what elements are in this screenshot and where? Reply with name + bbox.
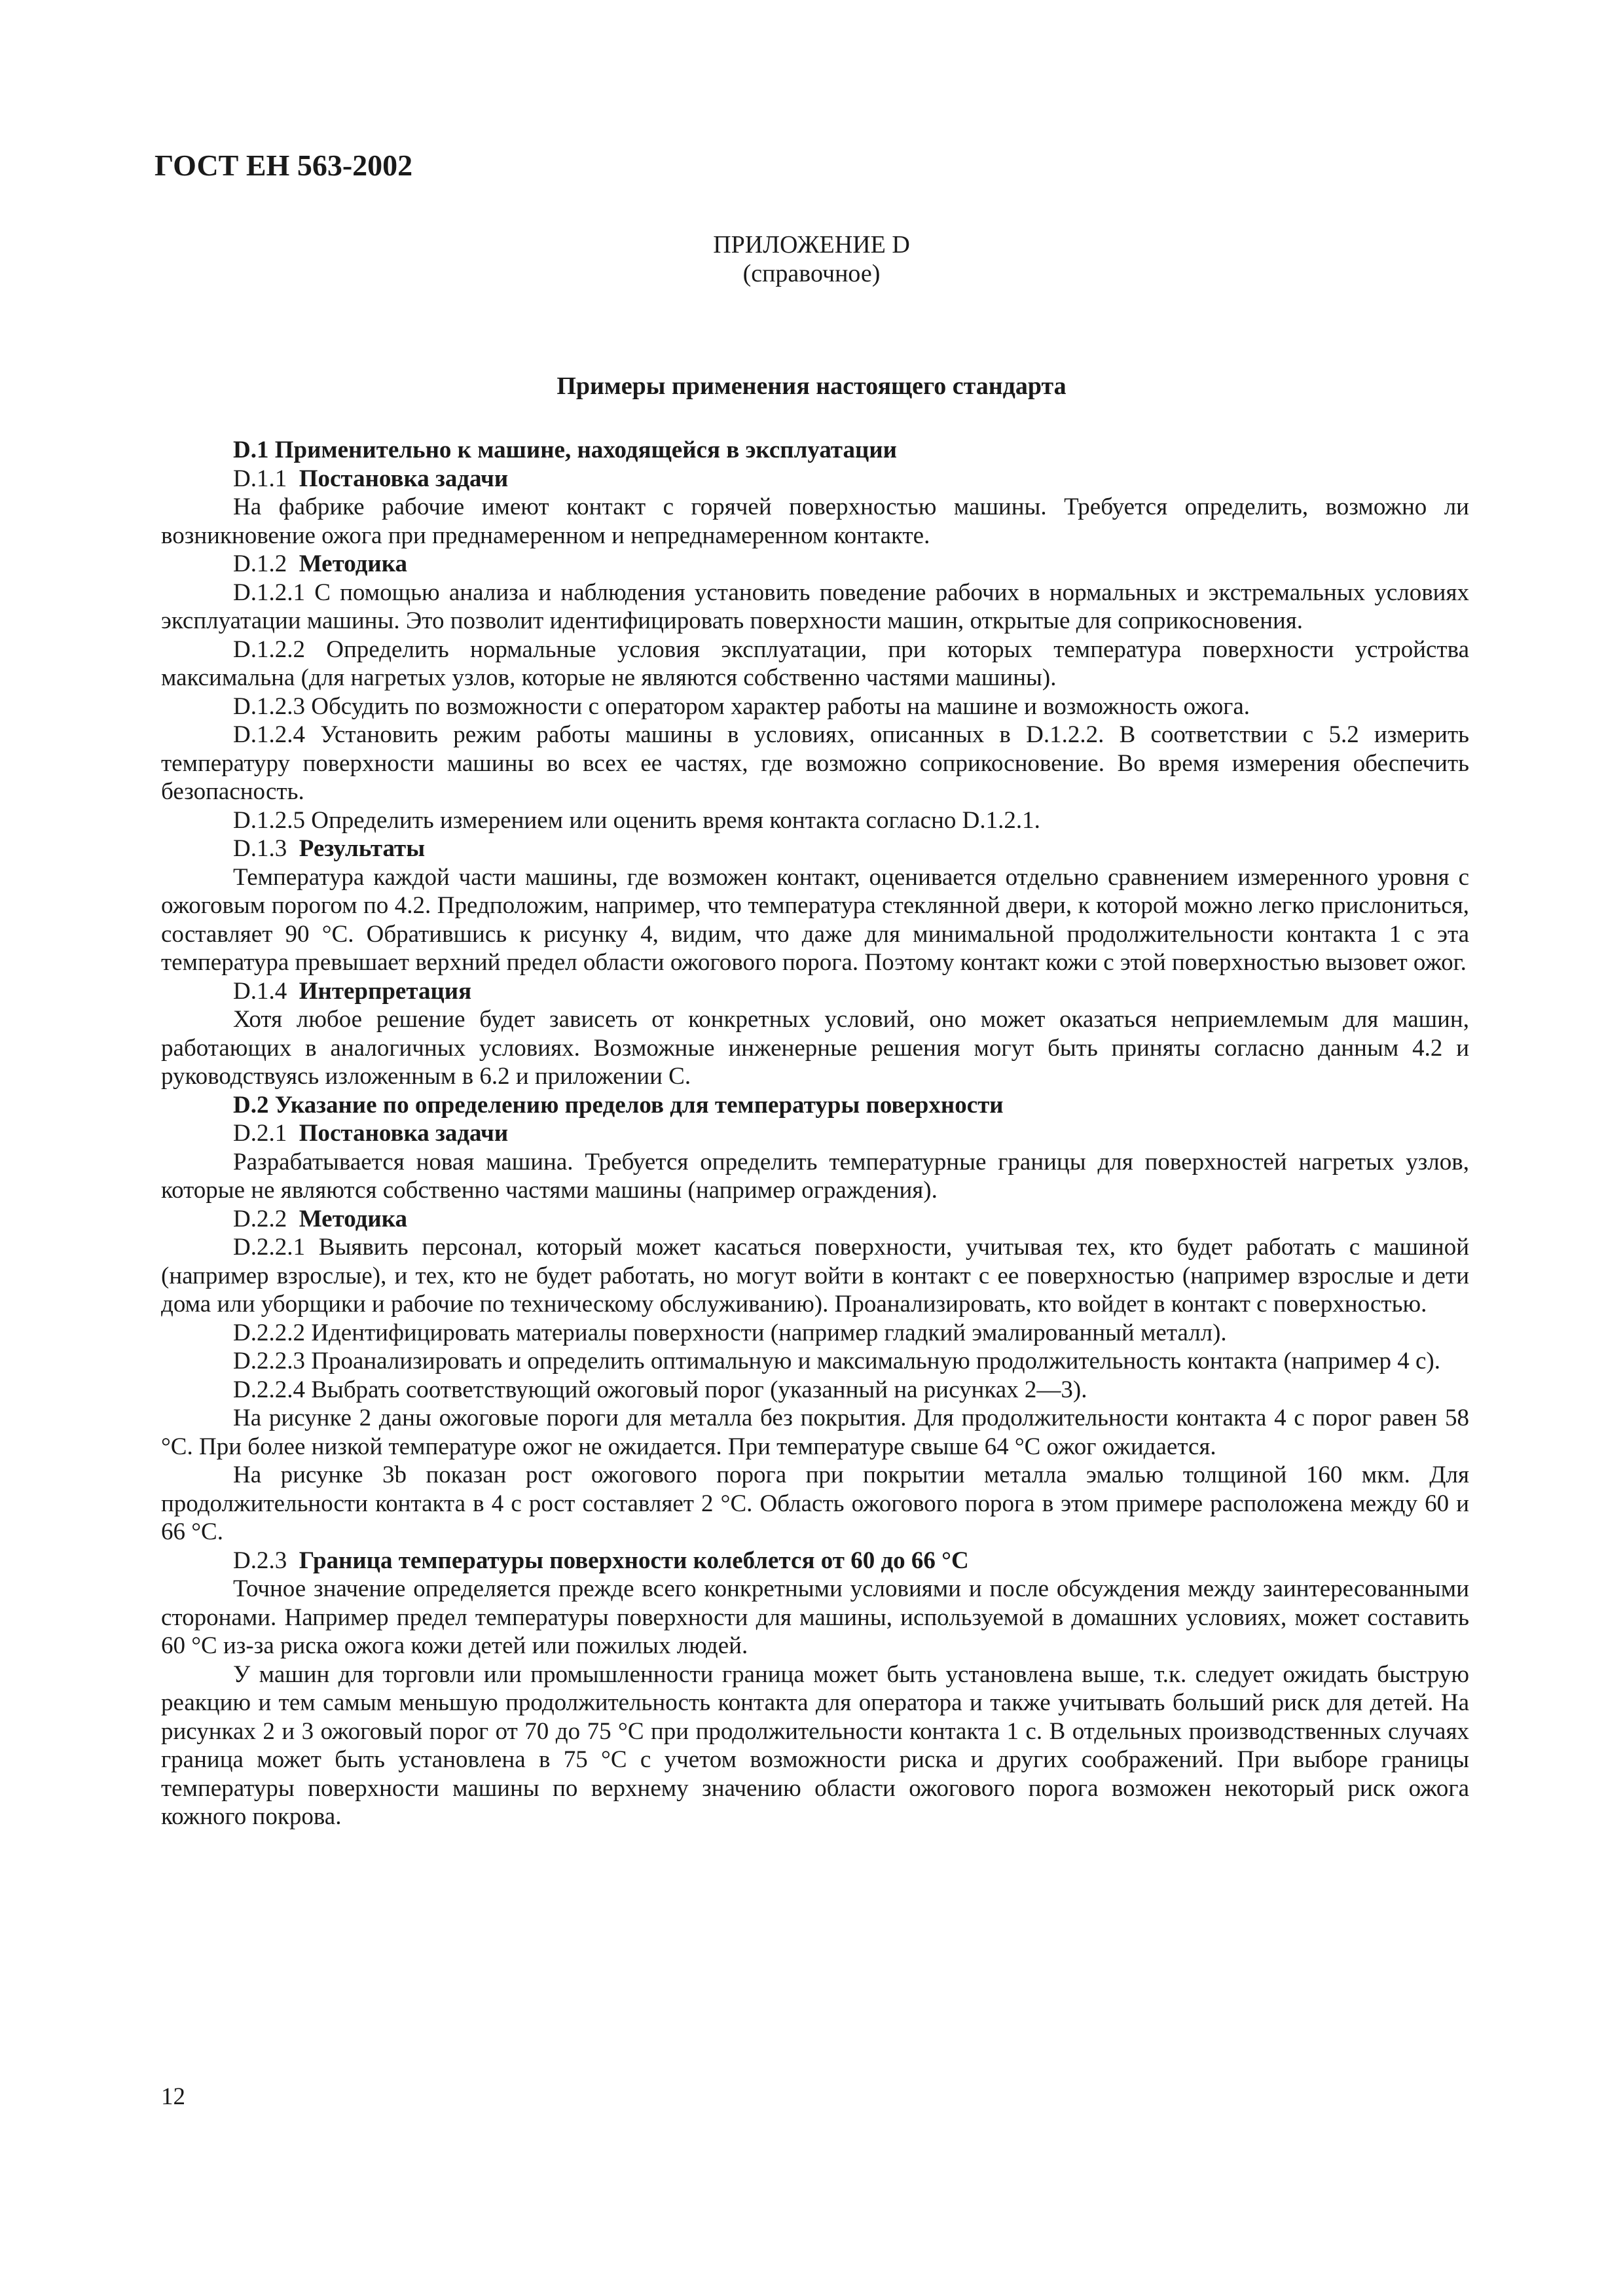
paragraph: D.1.2.3 Обсудить по возможности с оператором характер работы на машине и возможность ожога. (233, 692, 1250, 720)
subsection-number: D.2.3 (233, 1547, 287, 1574)
subsection-title: Методика (299, 550, 408, 577)
subsection-number: D.1.3 (233, 835, 287, 862)
section-heading-d1: D.1 Применительно к машине, находящейся в эксплуатации (233, 437, 897, 463)
subsection-title: Методика (299, 1205, 408, 1232)
paragraph: Точное значение определяется прежде всего конкретными условиями и после обсуждения между заинтересованными сторонами. Например предел температуры поверхности для машины, используемой в домашних условиях, может составить 60 °С из-за риска ожога кожи детей или пожилых людей. (161, 1575, 1469, 1659)
subsection-heading-d22 (161, 1205, 1469, 1234)
paragraph: Температура каждой части машины, где возможен контакт, оценивается отдельно сравнением измеренного уровня с ожоговым порогом по 4.2. Предположим, например, что температура стеклянной двери, к которой можно легко прислониться, составляет 90 °С. Обратившись к рисунку 4, видим, что даже для минимальной продолжительности контакта 1 с эта температура превышает верхний предел области ожогового порога. Поэтому контакт кожи с этой поверхностью вызовет ожог. (161, 863, 1469, 976)
paragraph: D.2.2.3 Проанализировать и определить оптимальную и максимальную продолжительность контакта (например 4 с). (233, 1348, 1440, 1374)
paragraph: D.1.2.2 Определить нормальные условия эксплуатации, при которых температура поверхности устройства максимальна (для нагретых узлов, которые не являются собственно частями машины). (161, 636, 1469, 691)
page-title: Примеры применения настоящего стандарта (556, 372, 1067, 400)
paragraph: На рисунке 3b показан рост ожогового порога при покрытии металла эмалью толщиной 160 мкм. Для продолжительности контакта в 4 с рост составляет 2 °С. Область ожогового порога в этом примере расположена между 60 и 66 °С. (161, 1462, 1469, 1545)
subsection-title: Интерпретация (299, 977, 472, 1005)
paragraph: D.2.2.4 Выбрать соответствующий ожоговый порог (указанный на рисунках 2—3). (233, 1376, 1087, 1403)
subsection-heading-d11 (161, 465, 1469, 493)
appendix-title: ПРИЛОЖЕНИЕ D (713, 231, 910, 259)
subsection-heading-d13 (161, 834, 1469, 863)
section-heading-d2: D.2 Указание по определению пределов для температуры поверхности (233, 1091, 1004, 1119)
document-id: ГОСТ ЕН 563-2002 (155, 149, 413, 182)
paragraph: D.2.2.2 Идентифицировать материалы поверхности (например гладкий эмалированный металл). (233, 1319, 1227, 1346)
subsection-heading-d23 (161, 1547, 1469, 1575)
paragraph: D.1.2.5 Определить измерением или оценить время контакта согласно D.1.2.1. (233, 806, 1040, 834)
paragraph: На фабрике рабочие имеют контакт с горячей поверхностью машины. Требуется определить, возможно ли возникновение ожога при преднамеренном и непреднамеренном контакте. (161, 493, 1469, 549)
subsection-heading-d12 (161, 550, 1469, 579)
subsection-heading-d21 (161, 1119, 1469, 1148)
subsection-number: D.2.1 (233, 1120, 287, 1147)
paragraph: D.2.2.1 Выявить персонал, который может касаться поверхности, учитывая тех, кто будет работать с машиной (например взрослые), и тех, кто не будет работать, но могут войти в контакт с ее поверхностью (например взрослые и дети дома или уборщики и рабочие по техническому обслуживанию). Проанализировать, кто войдет в контакт с поверхностью. (161, 1234, 1469, 1318)
subsection-number: D.1.4 (233, 977, 287, 1005)
appendix-header (0, 230, 1623, 288)
subsection-title: Постановка задачи (299, 1120, 509, 1147)
paragraph: Хотя любое решение будет зависеть от конкретных условий, оно может оказаться неприемлемым для машин, работающих в аналогичных условиях. Возможные инженерные решения могут быть приняты согласно данным 4.2 и руководствуясь изложенным в 6.2 и приложении С. (161, 1006, 1469, 1090)
subsection-number: D.1.1 (233, 465, 287, 492)
subsection-title: Постановка задачи (299, 465, 509, 492)
subsection-number: D.2.2 (233, 1205, 287, 1232)
subsection-title: Граница температуры поверхности колеблется от 60 до 66 °С (299, 1547, 969, 1574)
subsection-heading-d14 (161, 977, 1469, 1006)
page-number: 12 (161, 2083, 185, 2110)
subsection-number: D.1.2 (233, 550, 287, 577)
paragraph: Разрабатывается новая машина. Требуется определить температурные границы для поверхностей нагретых узлов, которые не являются собственно частями машины (например ограждения). (161, 1148, 1469, 1204)
paragraph: На рисунке 2 даны ожоговые пороги для металла без покрытия. Для продолжительности контакта 4 с порог равен 58 °С. При более низкой температуре ожог не ожидается. При температуре свыше 64 °С ожог ожидается. (161, 1405, 1469, 1460)
appendix-note: (справочное) (742, 260, 881, 287)
paragraph: D.1.2.1 С помощью анализа и наблюдения установить поведение рабочих в нормальных и экстремальных условиях эксплуатации машины. Это позволит идентифицировать поверхности машин, открытые для соприкосновения. (161, 579, 1469, 634)
subsection-title: Результаты (299, 835, 426, 862)
paragraph: D.1.2.4 Установить режим работы машины в условиях, описанных в D.1.2.2. В соответствии с 5.2 измерить температуру поверхности машины во всех ее частях, где возможно соприкосновение. Во время измерения обеспечить безопасность. (161, 721, 1469, 805)
document-body (161, 436, 1469, 1831)
paragraph: У машин для торговли или промышленности граница может быть установлена выше, т.к. следует ожидать быструю реакцию и тем самым меньшую продолжительность контакта для оператора и также учитывать больший риск для детей. На рисунках 2 и 3 ожоговый порог от 70 до 75 °С при продолжительности контакта 1 с. В отдельных производственных случаях граница может быть установлена в 75 °С с учетом возможности риска и других соображений. При выборе границы температуры поверхности машины по верхнему значению области ожогового порога возможен некоторый риск ожога кожного покрова. (161, 1660, 1469, 1830)
